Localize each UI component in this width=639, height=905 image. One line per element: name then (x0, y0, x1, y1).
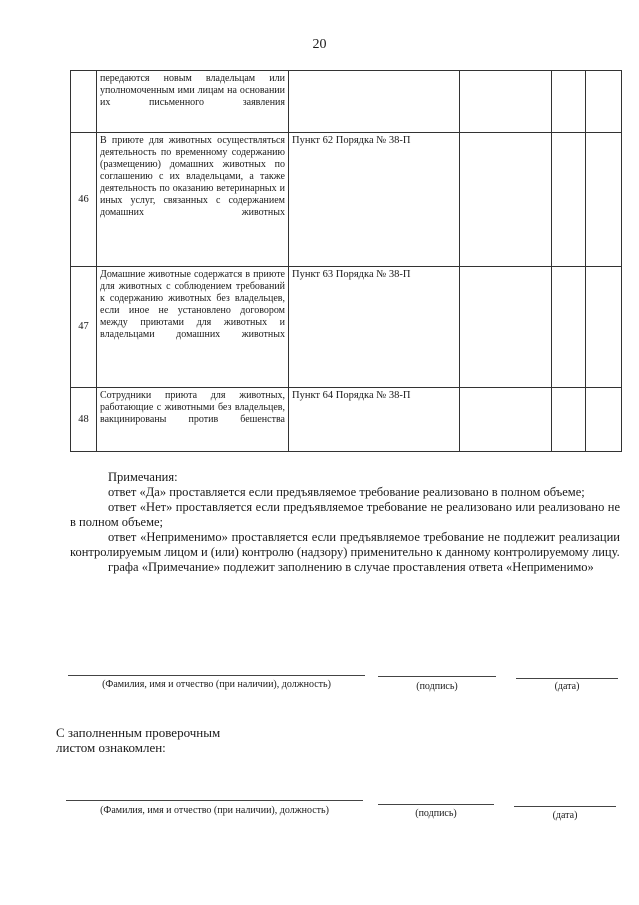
row-number: 46 (71, 133, 97, 267)
legal-reference: Пункт 64 Порядка № 38-П (289, 388, 460, 452)
table-row (71, 133, 622, 267)
name-position-label: (Фамилия, имя и отчество (при наличии), должность) (100, 805, 329, 816)
name-position-label: (Фамилия, имя и отчество (при наличии), должность) (102, 679, 331, 690)
row-number (71, 71, 97, 133)
answer-no-cell[interactable] (552, 388, 586, 452)
acknowledgement-text (56, 725, 220, 755)
answer-no-cell[interactable] (552, 71, 586, 133)
note-item: ответ «Да» проставляется если предъявляемое требование реализовано в полном объеме; (108, 485, 585, 499)
note-item: ответ «Нет» проставляется если предъявляемое требование не реализовано или реализовано не в полном объеме; (70, 500, 620, 529)
acknowledgement-line-2: листом ознакомлен: (56, 740, 166, 755)
answer-yes-cell[interactable] (460, 133, 552, 267)
table-row (71, 71, 622, 133)
notes-section (70, 470, 620, 575)
table-row (71, 388, 622, 452)
answer-na-cell[interactable] (586, 71, 622, 133)
row-number: 47 (71, 267, 97, 388)
answer-no-cell[interactable] (552, 267, 586, 388)
checklist-table (70, 70, 622, 452)
answer-na-cell[interactable] (586, 133, 622, 267)
date-line[interactable] (514, 806, 616, 807)
requirement-text: Сотрудники приюта для животных, работающие с животными без владельцев, вакцинированы против бешенства (97, 388, 289, 452)
name-signature-line[interactable] (66, 800, 363, 801)
answer-no-cell[interactable] (552, 133, 586, 267)
row-number: 48 (71, 388, 97, 452)
date-label: (дата) (554, 681, 580, 692)
signature-line[interactable] (378, 804, 494, 805)
answer-na-cell[interactable] (586, 267, 622, 388)
note-item: графа «Примечание» подлежит заполнению в случае проставления ответа «Неприменимо» (108, 560, 594, 574)
legal-reference (289, 71, 460, 133)
requirement-text: Домашние животные содержатся в приюте для животных с соблюдением требований к содержанию животных без владельцев, если иное не установлено договором между приютами для животных и владельцами домашних животных (97, 267, 289, 388)
page-number: 20 (312, 37, 327, 52)
legal-reference: Пункт 62 Порядка № 38-П (289, 133, 460, 267)
signature-line[interactable] (378, 676, 496, 677)
date-label: (дата) (552, 810, 578, 821)
requirement-text: передаются новым владельцам или уполномоченным ими лицам на основании их письменного заявления (97, 71, 289, 133)
acknowledgement-line-1: С заполненным проверочным (56, 725, 221, 740)
answer-na-cell[interactable] (586, 388, 622, 452)
signature-label: (подпись) (416, 681, 458, 692)
answer-yes-cell[interactable] (460, 71, 552, 133)
requirement-text: В приюте для животных осуществляться деятельность по временному содержанию (размещению) домашних животных по соглашению с их владельцами, а также деятельность по оказанию ветеринарных и иных услуг, связанных с содержанием домашних животных (97, 133, 289, 267)
note-item: ответ «Неприменимо» проставляется если предъявляемое требование не подлежит реализации контролируемым лицом и (или) контролю (надзору) применительно к данному контролируемому лицу. (70, 530, 620, 559)
answer-yes-cell[interactable] (460, 388, 552, 452)
name-signature-line[interactable] (68, 675, 365, 676)
signature-label: (подпись) (415, 808, 457, 819)
notes-title: Примечания: (108, 470, 178, 484)
table-row (71, 267, 622, 388)
legal-reference: Пункт 63 Порядка № 38-П (289, 267, 460, 388)
answer-yes-cell[interactable] (460, 267, 552, 388)
date-line[interactable] (516, 678, 618, 679)
